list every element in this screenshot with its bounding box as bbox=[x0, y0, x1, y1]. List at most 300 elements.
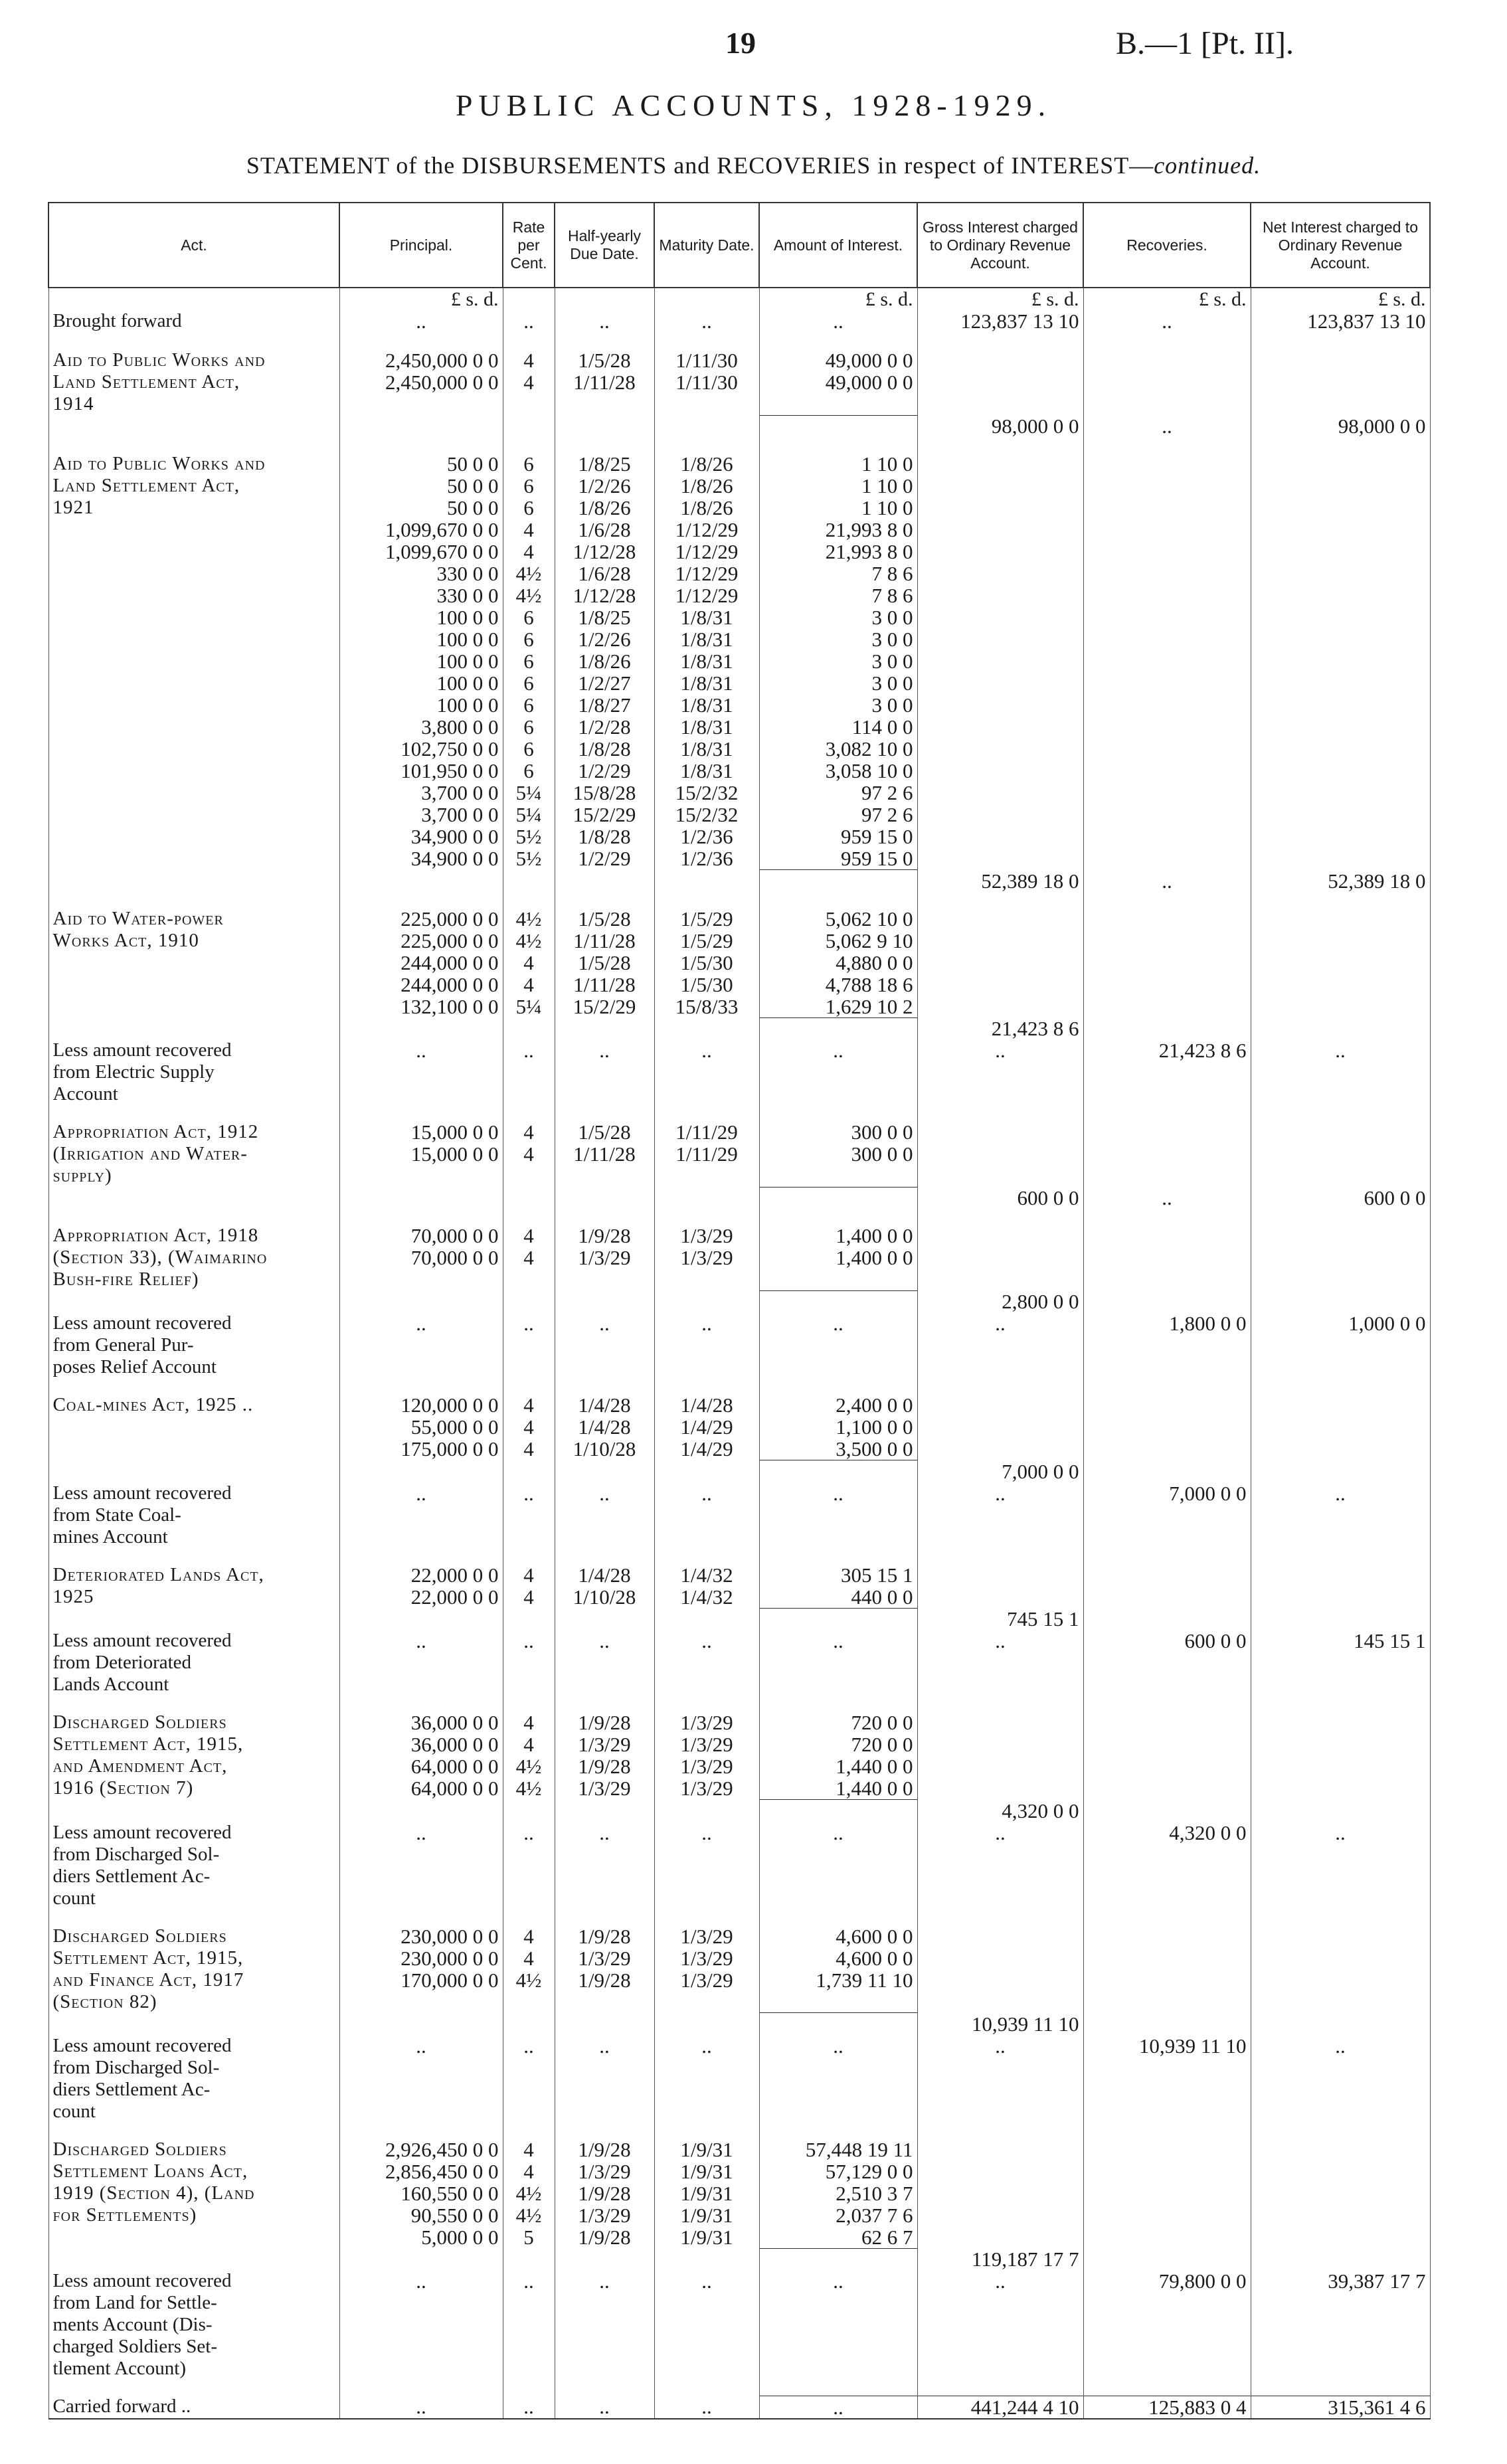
rate-cell: 4 bbox=[503, 1143, 555, 1165]
empty-cell bbox=[654, 1844, 759, 1866]
empty-cell bbox=[1251, 2101, 1430, 2123]
empty-cell bbox=[339, 1696, 503, 1712]
dots: .. bbox=[654, 1822, 759, 1844]
empty-cell bbox=[555, 1269, 654, 1290]
empty-cell bbox=[555, 1165, 654, 1187]
rate-cell: 4 bbox=[503, 2160, 555, 2182]
dots: .. bbox=[503, 1312, 555, 1334]
empty-cell bbox=[503, 1888, 555, 1909]
act-name-line: (Irrigation and Water- bbox=[48, 1143, 339, 1165]
rate-cell: 4 bbox=[503, 1247, 555, 1269]
less-recovered-row bbox=[48, 1061, 1430, 1083]
empty-cell bbox=[917, 393, 1083, 415]
maturity-cell: 1/8/31 bbox=[654, 672, 759, 694]
empty-cell bbox=[1251, 1121, 1430, 1143]
less-recovered-row bbox=[48, 2270, 1430, 2292]
gross-interest-cell: 4,320 0 0 bbox=[917, 1800, 1083, 1822]
principal-cell: 170,000 0 0 bbox=[339, 1969, 503, 1991]
amount-rule bbox=[759, 2248, 917, 2270]
rate-cell: 6 bbox=[503, 672, 555, 694]
empty-cell bbox=[759, 2358, 917, 2380]
maturity-cell: 1/8/31 bbox=[654, 650, 759, 672]
act-name-line: Bush-fire Relief) bbox=[48, 1269, 339, 1290]
empty-cell bbox=[48, 847, 339, 870]
empty-cell bbox=[654, 1548, 759, 1564]
half-yearly-cell: 1/12/28 bbox=[555, 584, 654, 606]
act-name-line: (Section 33), (Waimarino bbox=[48, 1247, 339, 1269]
carried-forward-recoveries: 125,883 0 4 bbox=[1083, 2396, 1251, 2419]
empty-cell bbox=[1083, 672, 1251, 694]
maturity-cell: 1/4/32 bbox=[654, 1586, 759, 1609]
empty-cell bbox=[503, 1800, 555, 1822]
empty-cell bbox=[759, 2101, 917, 2123]
empty-cell bbox=[503, 870, 555, 892]
empty-cell bbox=[503, 1909, 555, 1925]
empty-cell bbox=[917, 2057, 1083, 2079]
half-yearly-cell: 1/11/28 bbox=[555, 371, 654, 393]
amount-cell: 1,629 10 2 bbox=[759, 996, 917, 1018]
half-yearly-cell: 15/8/28 bbox=[555, 782, 654, 804]
empty-cell bbox=[1083, 1733, 1251, 1755]
empty-cell bbox=[339, 1187, 503, 1209]
dots: .. bbox=[654, 1630, 759, 1652]
empty-cell bbox=[917, 1504, 1083, 1526]
empty-cell bbox=[503, 1165, 555, 1187]
less-recovered-line: from Deteriorated bbox=[48, 1652, 339, 1674]
maturity-cell: 1/2/36 bbox=[654, 826, 759, 847]
empty-cell bbox=[759, 1866, 917, 1888]
table-row bbox=[48, 1225, 1430, 1247]
empty-cell bbox=[48, 2380, 339, 2396]
amount-rule bbox=[759, 1290, 917, 1312]
amount-rule bbox=[759, 870, 917, 892]
maturity-cell: 1/9/31 bbox=[654, 2139, 759, 2160]
empty-cell bbox=[1251, 1061, 1430, 1083]
empty-cell bbox=[1083, 1394, 1251, 1416]
maturity-cell: 1/4/29 bbox=[654, 1438, 759, 1460]
dots: .. bbox=[654, 2396, 759, 2419]
amount-cell: 4,880 0 0 bbox=[759, 952, 917, 974]
empty-cell bbox=[1083, 628, 1251, 650]
empty-cell bbox=[1083, 782, 1251, 804]
maturity-cell: 1/3/29 bbox=[654, 1925, 759, 1947]
empty-cell bbox=[917, 563, 1083, 584]
empty-cell bbox=[1083, 1674, 1251, 1696]
dots: .. bbox=[917, 2035, 1083, 2057]
empty-cell bbox=[1083, 606, 1251, 628]
half-yearly-cell: 1/8/26 bbox=[555, 650, 654, 672]
empty-cell bbox=[1083, 2160, 1251, 2182]
half-yearly-cell: 1/5/28 bbox=[555, 952, 654, 974]
gross-interest-cell: 119,187 17 7 bbox=[917, 2248, 1083, 2270]
principal-cell: 64,000 0 0 bbox=[339, 1777, 503, 1800]
half-yearly-cell: 1/10/28 bbox=[555, 1586, 654, 1609]
empty-cell bbox=[1083, 2101, 1251, 2123]
dots: .. bbox=[503, 1039, 555, 1061]
dots: .. bbox=[759, 310, 917, 332]
table-row bbox=[48, 1925, 1430, 1947]
empty-cell bbox=[917, 1356, 1083, 1378]
empty-cell bbox=[917, 1969, 1083, 1991]
empty-cell bbox=[917, 1991, 1083, 2013]
empty-cell bbox=[555, 1105, 654, 1121]
col-gross: Gross Interest charged to Ordinary Revenue Account. bbox=[917, 203, 1083, 288]
col-maturity: Maturity Date. bbox=[654, 203, 759, 288]
empty-cell bbox=[1251, 1438, 1430, 1460]
half-yearly-cell: 1/8/28 bbox=[555, 826, 654, 847]
less-recovered-row bbox=[48, 2101, 1430, 2123]
empty-cell bbox=[654, 393, 759, 415]
empty-cell bbox=[1251, 1269, 1430, 1290]
empty-cell bbox=[759, 1696, 917, 1712]
carried-forward-net: 315,361 4 6 bbox=[1251, 2396, 1430, 2419]
net-interest-cell: 39,387 17 7 bbox=[1251, 2270, 1430, 2292]
col-net: Net Interest charged to Ordinary Revenue Account. bbox=[1251, 203, 1430, 288]
half-yearly-cell: 1/8/26 bbox=[555, 497, 654, 519]
rate-cell: 4 bbox=[503, 1225, 555, 1247]
dots: .. bbox=[555, 310, 654, 332]
empty-cell bbox=[1251, 1925, 1430, 1947]
empty-cell bbox=[917, 1378, 1083, 1394]
empty-cell bbox=[917, 1652, 1083, 1674]
act-name-line: supply) bbox=[48, 1165, 339, 1187]
empty-cell bbox=[654, 288, 759, 310]
empty-cell bbox=[339, 2101, 503, 2123]
amount-cell: 1,440 0 0 bbox=[759, 1755, 917, 1777]
less-recovered-row bbox=[48, 2292, 1430, 2314]
empty-cell bbox=[1251, 1909, 1430, 1925]
half-yearly-cell: 1/9/28 bbox=[555, 1712, 654, 1733]
less-recovered-line: Less amount recovered bbox=[48, 1039, 339, 1061]
empty-cell bbox=[1083, 1017, 1251, 1039]
empty-cell bbox=[1083, 1608, 1251, 1630]
rate-cell: 6 bbox=[503, 716, 555, 738]
principal-cell: 120,000 0 0 bbox=[339, 1394, 503, 1416]
recoveries-cell: 21,423 8 6 bbox=[1083, 1039, 1251, 1061]
spacer-row bbox=[48, 1105, 1430, 1121]
empty-cell bbox=[654, 2057, 759, 2079]
empty-cell bbox=[1083, 1416, 1251, 1438]
empty-cell bbox=[759, 2336, 917, 2358]
empty-cell bbox=[759, 1083, 917, 1105]
empty-cell bbox=[48, 996, 339, 1018]
spacer-row bbox=[48, 1378, 1430, 1394]
empty-cell bbox=[48, 782, 339, 804]
empty-cell bbox=[1083, 2139, 1251, 2160]
spacer-row bbox=[48, 2123, 1430, 2139]
amount-cell: 57,448 19 11 bbox=[759, 2139, 917, 2160]
empty-cell bbox=[654, 1504, 759, 1526]
empty-cell bbox=[1251, 694, 1430, 716]
maturity-cell: 1/2/36 bbox=[654, 847, 759, 870]
empty-cell bbox=[759, 1378, 917, 1394]
empty-cell bbox=[555, 1061, 654, 1083]
less-recovered-row bbox=[48, 1312, 1430, 1334]
empty-cell bbox=[917, 541, 1083, 563]
maturity-cell: 1/3/29 bbox=[654, 1247, 759, 1269]
col-act: Act. bbox=[48, 203, 339, 288]
empty-cell bbox=[917, 1866, 1083, 1888]
empty-cell bbox=[654, 1017, 759, 1039]
rate-cell: 6 bbox=[503, 760, 555, 782]
empty-cell bbox=[1251, 716, 1430, 738]
recoveries-cell: 600 0 0 bbox=[1083, 1630, 1251, 1652]
table-row bbox=[48, 672, 1430, 694]
empty-cell bbox=[1251, 804, 1430, 826]
dots: .. bbox=[339, 1482, 503, 1504]
empty-cell bbox=[339, 2123, 503, 2139]
empty-cell bbox=[1251, 1991, 1430, 2013]
half-yearly-cell: 1/9/28 bbox=[555, 2139, 654, 2160]
half-yearly-cell: 15/2/29 bbox=[555, 804, 654, 826]
col-rate: Rate per Cent. bbox=[503, 203, 555, 288]
empty-cell bbox=[917, 892, 1083, 908]
empty-cell bbox=[759, 1991, 917, 2013]
empty-cell bbox=[654, 2101, 759, 2123]
table-row bbox=[48, 738, 1430, 760]
principal-cell: 5,000 0 0 bbox=[339, 2226, 503, 2249]
dots: .. bbox=[917, 1482, 1083, 1504]
empty-cell bbox=[1083, 1564, 1251, 1586]
empty-cell bbox=[654, 1356, 759, 1378]
empty-cell bbox=[1083, 1586, 1251, 1609]
empty-cell bbox=[555, 1674, 654, 1696]
principal-cell: 2,856,450 0 0 bbox=[339, 2160, 503, 2182]
rate-cell: 6 bbox=[503, 497, 555, 519]
gross-interest-cell: 7,000 0 0 bbox=[917, 1460, 1083, 1482]
empty-cell bbox=[1083, 2248, 1251, 2270]
empty-cell bbox=[339, 1083, 503, 1105]
maturity-cell: 1/8/31 bbox=[654, 628, 759, 650]
empty-cell bbox=[1251, 1083, 1430, 1105]
rate-cell: 4½ bbox=[503, 930, 555, 952]
principal-cell: 2,450,000 0 0 bbox=[339, 349, 503, 371]
rate-cell: 4½ bbox=[503, 584, 555, 606]
empty-cell bbox=[339, 2057, 503, 2079]
empty-cell bbox=[339, 1866, 503, 1888]
empty-cell bbox=[339, 1165, 503, 1187]
half-yearly-cell: 1/5/28 bbox=[555, 349, 654, 371]
empty-cell bbox=[917, 1755, 1083, 1777]
maturity-cell: 1/8/26 bbox=[654, 453, 759, 475]
act-name-line: Settlement Act, 1915, bbox=[48, 1947, 339, 1969]
empty-cell bbox=[1083, 650, 1251, 672]
empty-cell bbox=[1083, 694, 1251, 716]
amount-cell: 21,993 8 0 bbox=[759, 541, 917, 563]
table-row bbox=[48, 1755, 1430, 1777]
maturity-cell: 1/11/29 bbox=[654, 1121, 759, 1143]
principal-cell: 102,750 0 0 bbox=[339, 738, 503, 760]
less-recovered-line: from Discharged Sol- bbox=[48, 1844, 339, 1866]
dots: .. bbox=[339, 1822, 503, 1844]
empty-cell bbox=[917, 1777, 1083, 1800]
empty-cell bbox=[654, 1888, 759, 1909]
rate-cell: 4 bbox=[503, 1394, 555, 1416]
principal-cell: 15,000 0 0 bbox=[339, 1143, 503, 1165]
act-name-line: Deteriorated Lands Act, bbox=[48, 1564, 339, 1586]
empty-cell bbox=[654, 1187, 759, 1209]
gross-interest-cell: 10,939 11 10 bbox=[917, 2013, 1083, 2035]
less-recovered-line: charged Soldiers Set- bbox=[48, 2336, 339, 2358]
dots: .. bbox=[917, 1822, 1083, 1844]
rate-cell: 5 bbox=[503, 2226, 555, 2249]
amount-cell: 959 15 0 bbox=[759, 826, 917, 847]
empty-cell bbox=[917, 349, 1083, 371]
act-name-line: Settlement Act, 1915, bbox=[48, 1733, 339, 1755]
amount-rule bbox=[759, 1608, 917, 1630]
empty-cell bbox=[339, 1290, 503, 1312]
recoveries-cell: 4,320 0 0 bbox=[1083, 1822, 1251, 1844]
maturity-cell: 1/8/26 bbox=[654, 497, 759, 519]
empty-cell bbox=[1251, 760, 1430, 782]
subtitle-continued: continued. bbox=[1154, 152, 1261, 179]
principal-cell: 36,000 0 0 bbox=[339, 1712, 503, 1733]
dots: .. bbox=[503, 1630, 555, 1652]
empty-cell bbox=[1251, 1394, 1430, 1416]
empty-cell bbox=[1251, 974, 1430, 996]
empty-cell bbox=[917, 2123, 1083, 2139]
empty-cell bbox=[917, 2336, 1083, 2358]
empty-cell bbox=[917, 1548, 1083, 1564]
empty-cell bbox=[339, 415, 503, 437]
empty-cell bbox=[555, 1460, 654, 1482]
empty-cell bbox=[48, 2123, 339, 2139]
empty-cell bbox=[339, 1548, 503, 1564]
empty-cell bbox=[917, 716, 1083, 738]
empty-cell bbox=[339, 437, 503, 453]
table-row bbox=[48, 1586, 1430, 1609]
rate-cell: 4½ bbox=[503, 563, 555, 584]
empty-cell bbox=[917, 1334, 1083, 1356]
table-row bbox=[48, 475, 1430, 497]
less-recovered-row bbox=[48, 1652, 1430, 1674]
principal-cell: 50 0 0 bbox=[339, 453, 503, 475]
maturity-cell: 1/5/29 bbox=[654, 930, 759, 952]
net-interest-cell: 600 0 0 bbox=[1251, 1187, 1430, 1209]
empty-cell bbox=[503, 1696, 555, 1712]
empty-cell bbox=[654, 2292, 759, 2314]
act-name-line: 1914 bbox=[48, 393, 339, 415]
less-recovered-row bbox=[48, 1504, 1430, 1526]
empty-cell bbox=[1083, 2123, 1251, 2139]
empty-cell bbox=[339, 1356, 503, 1378]
dots: .. bbox=[759, 1822, 917, 1844]
less-recovered-line: from General Pur- bbox=[48, 1334, 339, 1356]
empty-cell bbox=[1083, 908, 1251, 930]
empty-cell bbox=[917, 908, 1083, 930]
dots: .. bbox=[555, 1630, 654, 1652]
empty-cell bbox=[917, 1165, 1083, 1187]
empty-cell bbox=[555, 1187, 654, 1209]
net-interest-cell: 145 15 1 bbox=[1251, 1630, 1430, 1652]
empty-cell bbox=[1251, 2336, 1430, 2358]
principal-cell: 225,000 0 0 bbox=[339, 908, 503, 930]
empty-cell bbox=[503, 1866, 555, 1888]
empty-cell bbox=[1083, 1460, 1251, 1482]
empty-cell bbox=[1251, 782, 1430, 804]
empty-cell bbox=[917, 1225, 1083, 1247]
less-recovered-row bbox=[48, 1822, 1430, 1844]
rate-cell: 4 bbox=[503, 1564, 555, 1586]
gross-interest-cell: 52,389 18 0 bbox=[917, 870, 1083, 892]
spacer-row bbox=[48, 1209, 1430, 1225]
principal-cell: 50 0 0 bbox=[339, 475, 503, 497]
empty-cell bbox=[917, 1247, 1083, 1269]
table-row bbox=[48, 760, 1430, 782]
gross-interest-cell: 2,800 0 0 bbox=[917, 1290, 1083, 1312]
empty-cell bbox=[654, 1674, 759, 1696]
dots: .. bbox=[503, 1822, 555, 1844]
amount-rule bbox=[759, 415, 917, 437]
empty-cell bbox=[1251, 2057, 1430, 2079]
empty-cell bbox=[917, 782, 1083, 804]
empty-cell bbox=[1083, 2336, 1251, 2358]
empty-cell bbox=[555, 1378, 654, 1394]
empty-cell bbox=[1083, 1969, 1251, 1991]
amount-cell: 21,993 8 0 bbox=[759, 519, 917, 541]
table-row bbox=[48, 1712, 1430, 1733]
less-recovered-line: from State Coal- bbox=[48, 1504, 339, 1526]
empty-cell bbox=[917, 2182, 1083, 2204]
empty-cell bbox=[654, 1061, 759, 1083]
half-yearly-cell: 1/2/28 bbox=[555, 716, 654, 738]
amount-cell: 300 0 0 bbox=[759, 1121, 917, 1143]
empty-cell bbox=[339, 2248, 503, 2270]
empty-cell bbox=[1083, 1165, 1251, 1187]
empty-cell bbox=[759, 1209, 917, 1225]
empty-cell bbox=[503, 2079, 555, 2101]
half-yearly-cell: 1/2/29 bbox=[555, 847, 654, 870]
empty-cell bbox=[917, 2079, 1083, 2101]
empty-cell bbox=[917, 826, 1083, 847]
maturity-cell: 1/8/31 bbox=[654, 716, 759, 738]
table-row bbox=[48, 1777, 1430, 1800]
maturity-cell: 1/12/29 bbox=[654, 541, 759, 563]
half-yearly-cell: 1/9/28 bbox=[555, 1755, 654, 1777]
table-row bbox=[48, 826, 1430, 847]
gross-interest-cell: 21,423 8 6 bbox=[917, 1017, 1083, 1039]
empty-cell bbox=[1251, 1947, 1430, 1969]
empty-cell bbox=[48, 672, 339, 694]
empty-cell bbox=[1251, 1800, 1430, 1822]
empty-cell bbox=[339, 1800, 503, 1822]
empty-cell bbox=[48, 332, 339, 349]
empty-cell bbox=[1251, 1564, 1430, 1586]
table-row bbox=[48, 1165, 1430, 1187]
section-total-row bbox=[48, 2013, 1430, 2035]
amount-cell: 62 6 7 bbox=[759, 2226, 917, 2249]
table-row bbox=[48, 716, 1430, 738]
half-yearly-cell: 1/11/28 bbox=[555, 930, 654, 952]
empty-cell bbox=[917, 804, 1083, 826]
less-recovered-line: Less amount recovered bbox=[48, 1630, 339, 1652]
principal-cell: 2,926,450 0 0 bbox=[339, 2139, 503, 2160]
empty-cell bbox=[48, 415, 339, 437]
dots: .. bbox=[759, 1482, 917, 1504]
empty-cell bbox=[917, 694, 1083, 716]
empty-cell bbox=[1251, 1143, 1430, 1165]
empty-cell bbox=[1083, 332, 1251, 349]
dots: .. bbox=[759, 1312, 917, 1334]
amount-cell: 97 2 6 bbox=[759, 804, 917, 826]
empty-cell bbox=[339, 2358, 503, 2380]
less-recovered-line: Less amount recovered bbox=[48, 2035, 339, 2057]
table-row bbox=[48, 1733, 1430, 1755]
rate-cell: 4 bbox=[503, 1586, 555, 1609]
empty-cell bbox=[1251, 1608, 1430, 1630]
empty-cell bbox=[48, 2013, 339, 2035]
page-number: 19 bbox=[725, 26, 756, 60]
